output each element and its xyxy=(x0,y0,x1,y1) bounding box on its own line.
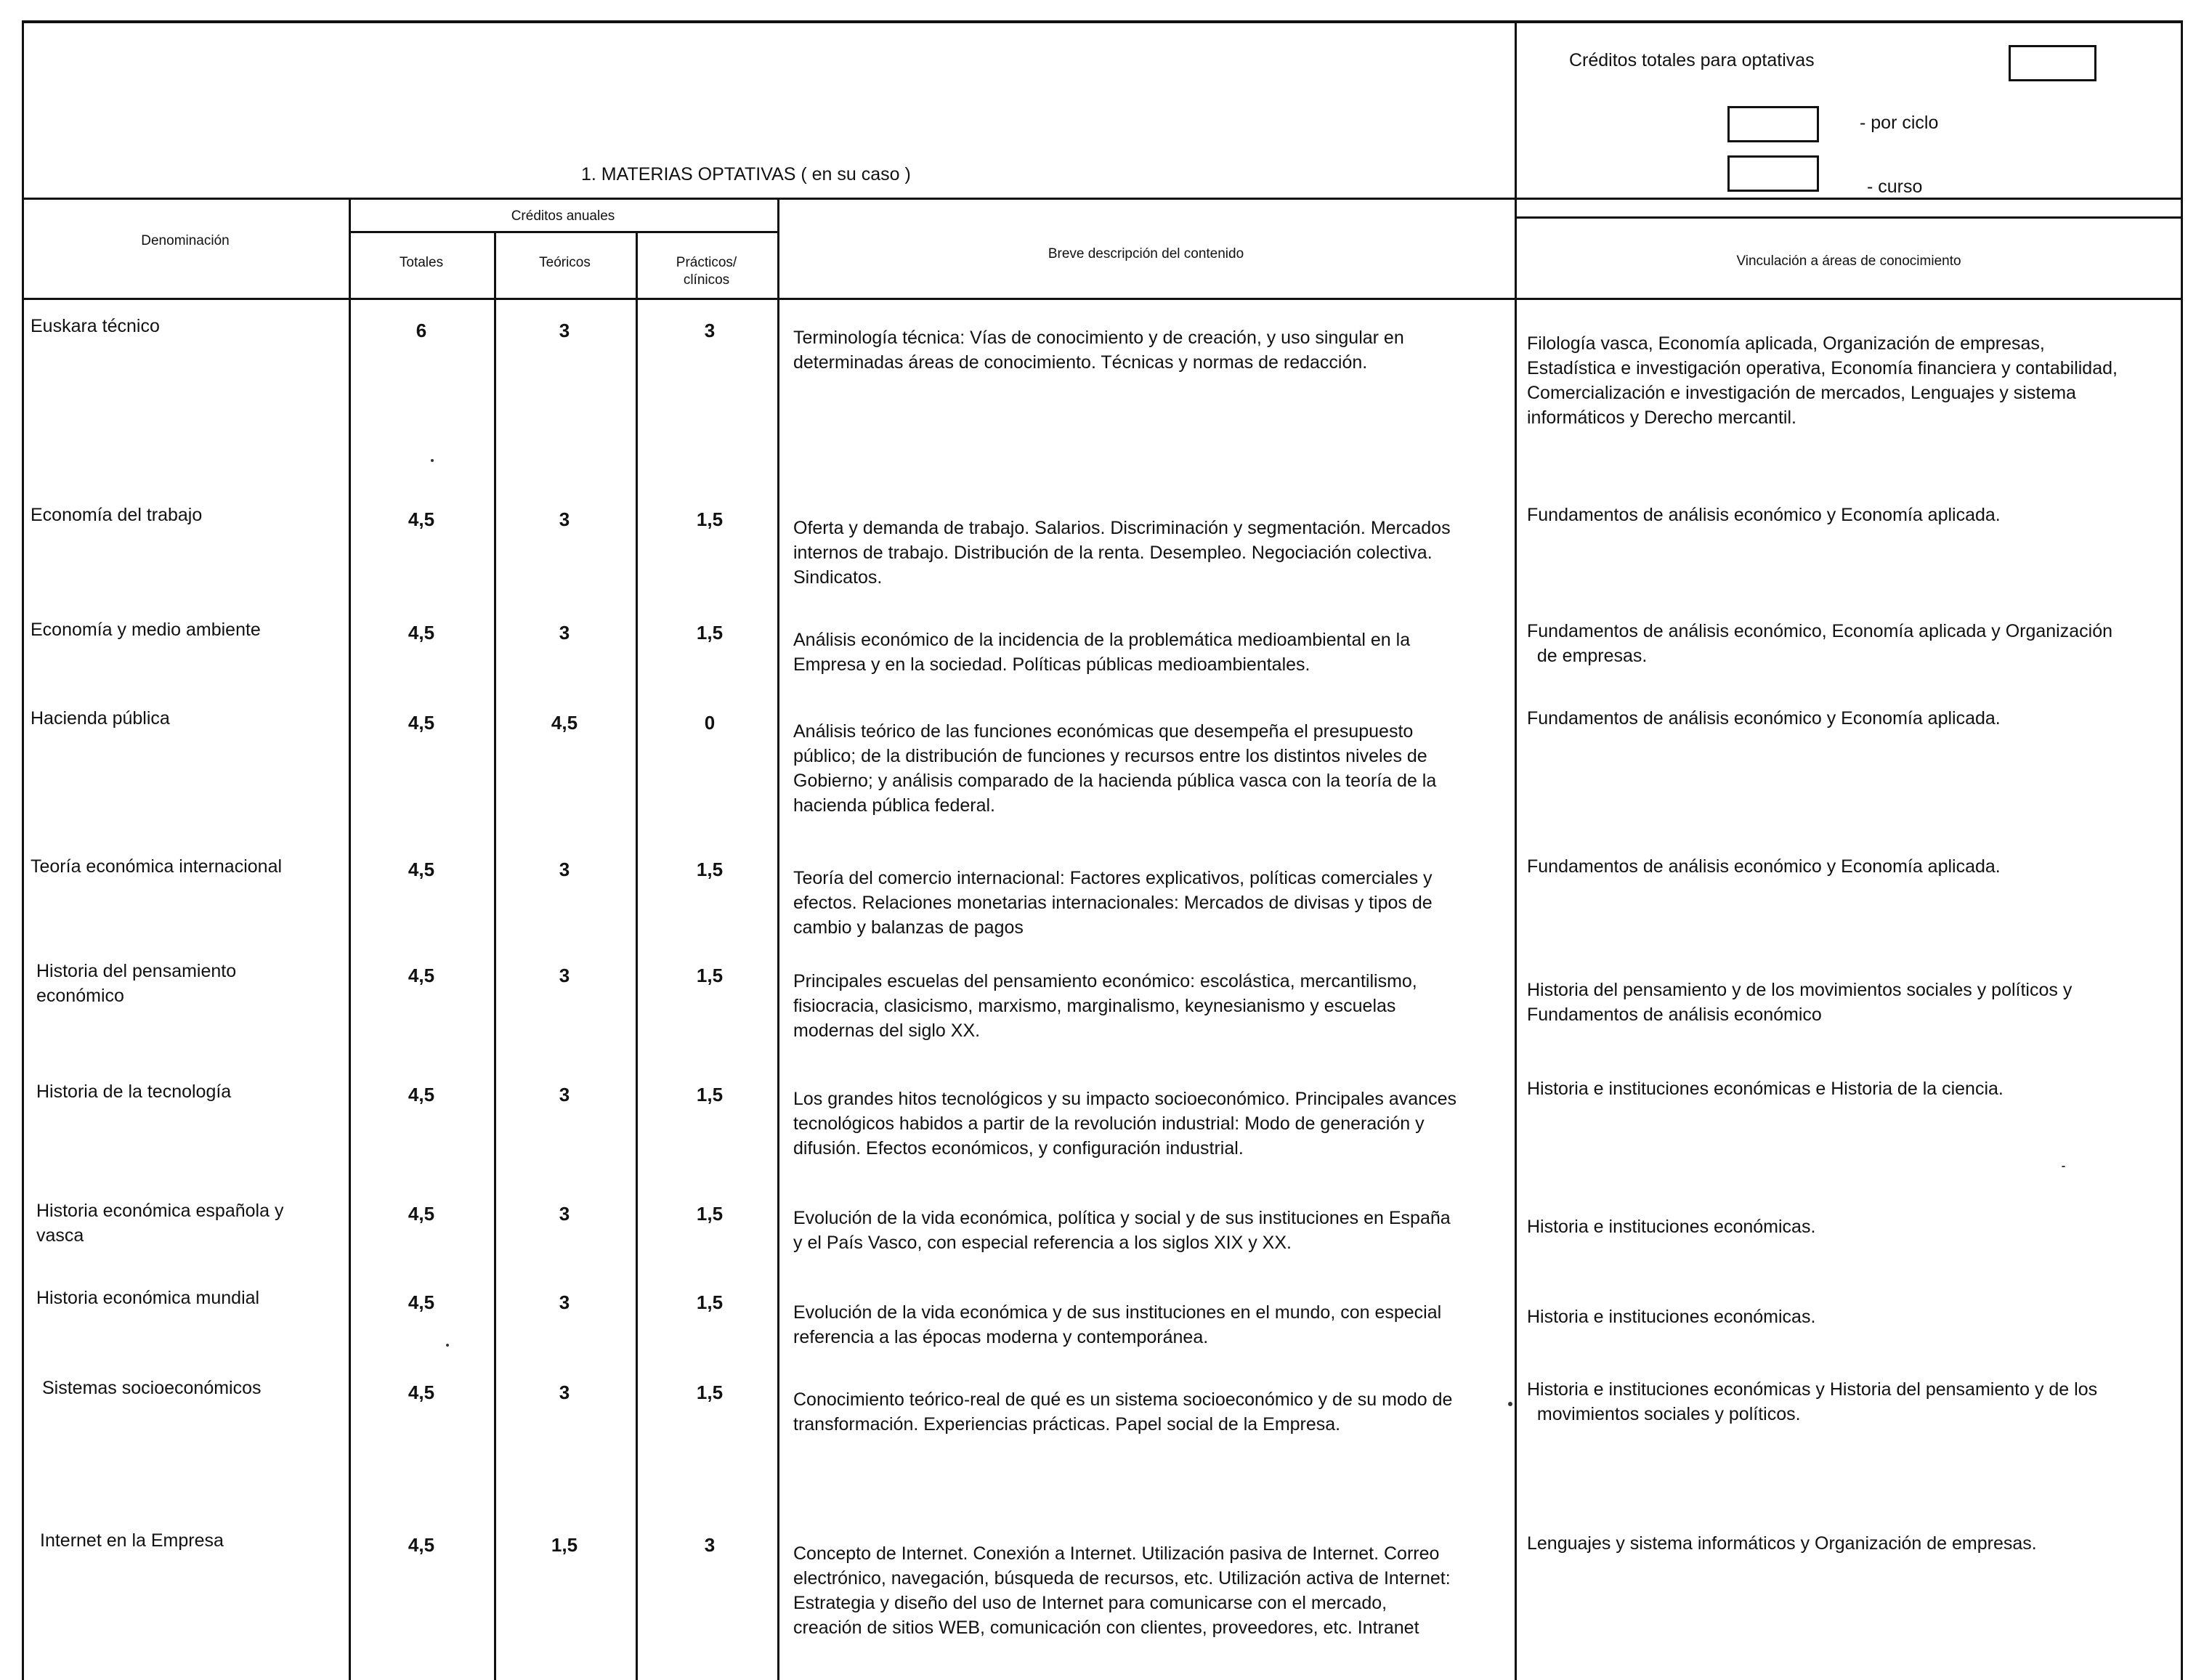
scan-speck xyxy=(431,459,434,462)
col-header-creditos-anuales: Créditos anuales xyxy=(511,208,615,224)
col-line-denominacion xyxy=(349,198,351,1680)
top-border xyxy=(22,20,2183,23)
row-teoricos: 3 xyxy=(559,508,570,530)
row-totales: 4,5 xyxy=(408,1084,435,1105)
creditos-totales-label: Créditos totales para optativas xyxy=(1569,50,1815,70)
row-descripcion: Evolución de la vida económica y de sus instituciones en el mundo, con especial referencia a las épocas moderna y contemporánea. xyxy=(793,1302,1442,1347)
row-practicos: 1,5 xyxy=(696,859,724,880)
row-descripcion: Teoría del comercio internacional: Factores explicativos, políticas comerciales y efectos. Relaciones monetarias internacionales: Mercados de divisas y tipos de cambio y balanzas de pagos xyxy=(793,868,1433,938)
row-name: Teoría económica internacional xyxy=(31,856,283,877)
row-vinculacion: Fundamentos de análisis económico y Economía aplicada. xyxy=(1527,856,2001,877)
row-descripcion: Análisis económico de la incidencia de la problemática medioambiental en la Empresa y en la sociedad. Políticas públicas medioambientales. xyxy=(793,630,1411,675)
header-divider-line xyxy=(22,198,2183,200)
row-vinculacion: Lenguajes y sistema informáticos y Organización de empresas. xyxy=(1527,1533,2037,1554)
row-totales: 6 xyxy=(416,320,427,341)
row-name: Economía y medio ambiente xyxy=(31,620,261,640)
row-practicos: 1,5 xyxy=(696,965,724,986)
row-practicos: 3 xyxy=(704,1534,716,1556)
row-teoricos: 3 xyxy=(559,859,570,880)
col-header-totales: Totales xyxy=(399,255,444,270)
row-descripcion: Análisis teórico de las funciones económicas que desempeña el presupuesto público; de la distribución de funciones y recursos entre los distintos niveles de Gobierno; y análisis comparado de la hacienda pública vasca con la teoría de la hacienda pública federal. xyxy=(793,721,1437,816)
row-name: Historia económica española y vasca xyxy=(36,1201,284,1246)
col-line-practicos xyxy=(777,198,779,1680)
row-name: Historia de la tecnología xyxy=(36,1082,232,1102)
row-vinculacion: Historia e instituciones económicas. xyxy=(1527,1217,1816,1237)
por-ciclo-input[interactable] xyxy=(1727,106,1819,142)
left-border xyxy=(22,20,24,1680)
scan-speck xyxy=(446,1344,449,1347)
row-teoricos: 3 xyxy=(559,1291,570,1313)
col-header-denominacion: Denominación xyxy=(141,233,230,248)
row-totales: 4,5 xyxy=(408,1534,435,1556)
row-name: Historia económica mundial xyxy=(36,1288,260,1308)
row-descripcion: Terminología técnica: Vías de conocimiento y de creación, y uso singular en determinadas áreas de conocimiento. Técnicas y normas de redacción. xyxy=(793,328,1404,373)
row-practicos: 0 xyxy=(704,712,716,734)
row-totales: 4,5 xyxy=(408,1291,435,1313)
scan-speck xyxy=(1508,1402,1512,1406)
row-descripcion: Principales escuelas del pensamiento económico: escolástica, mercantilismo, fisiocracia, clasicismo, marxismo, marginalismo, keynesianismo y escuelas modernas del siglo XX. xyxy=(793,971,1417,1041)
row-totales: 4,5 xyxy=(408,508,435,530)
row-vinculacion: Fundamentos de análisis económico y Economía aplicada. xyxy=(1527,505,2001,525)
row-practicos: 3 xyxy=(704,320,716,341)
creditos-totales-input[interactable] xyxy=(2009,45,2096,81)
row-name: Euskara técnico xyxy=(31,316,160,336)
row-totales: 4,5 xyxy=(408,965,435,986)
col-header-vinculacion: Vinculación a áreas de conocimiento xyxy=(1736,253,1961,269)
row-practicos: 1,5 xyxy=(696,1381,724,1403)
por-ciclo-label: - por ciclo xyxy=(1860,113,1939,133)
row-descripcion: Oferta y demanda de trabajo. Salarios. Discriminación y segmentación. Mercados internos de trabajo. Distribución de la renta. Desempleo. Negociación colectiva. Sindicatos. xyxy=(793,518,1451,588)
row-teoricos: 3 xyxy=(559,320,570,341)
subheader-divider-line xyxy=(349,231,777,233)
col-header-practicos: Prácticos/ clínicos xyxy=(676,255,737,288)
row-vinculacion: Fundamentos de análisis económico y Economía aplicada. xyxy=(1527,708,2001,729)
col-line-totales xyxy=(494,231,496,1680)
row-teoricos: 4,5 xyxy=(551,712,578,734)
row-practicos: 1,5 xyxy=(696,1203,724,1225)
col-header-descripcion: Breve descripción del contenido xyxy=(1048,246,1244,261)
row-practicos: 1,5 xyxy=(696,1084,724,1105)
row-name: Sistemas socioeconómicos xyxy=(42,1378,262,1398)
row-descripcion: Evolución de la vida económica, política y social y de sus instituciones en España y el País Vasco, con especial referencia a los siglos XIX y XX. xyxy=(793,1208,1451,1253)
row-totales: 4,5 xyxy=(408,622,435,644)
row-vinculacion: Historia e instituciones económicas y Historia del pensamiento y de los movimientos sociales y políticos. xyxy=(1527,1379,2098,1424)
col-header-teoricos: Teóricos xyxy=(539,255,591,270)
row-name: Economía del trabajo xyxy=(31,505,203,525)
row-descripcion: Conocimiento teórico-real de qué es un sistema socioeconómico y de su modo de transformación. Experiencias prácticas. Papel social de la Empresa. xyxy=(793,1389,1453,1435)
row-vinculacion: Historia e instituciones económicas. xyxy=(1527,1307,1816,1327)
row-descripcion: Los grandes hitos tecnológicos y su impacto socioeconómico. Principales avances tecnológicos habidos a partir de la revolución industrial: Modo de generación y difusión. Efectos económicos, y configuración industrial. xyxy=(793,1089,1456,1158)
row-vinculacion: Historia del pensamiento y de los movimientos sociales y políticos y Fundamentos de análisis económico xyxy=(1527,980,2073,1025)
curso-input[interactable] xyxy=(1727,155,1819,192)
section-title: 1. MATERIAS OPTATIVAS ( en su caso ) xyxy=(581,164,911,184)
row-name: Internet en la Empresa xyxy=(40,1530,224,1551)
row-vinculacion: Fundamentos de análisis económico, Economía aplicada y Organización de empresas. xyxy=(1527,621,2113,666)
row-vinculacion: Filología vasca, Economía aplicada, Organización de empresas, Estadística e investigación operativa, Economía financiera y contabilidad, Comercialización e investigación de mercados, Lenguajes y sistema informáticos y Derecho mercantil. xyxy=(1527,333,2118,428)
right-header-divider-line xyxy=(1515,216,2183,219)
row-teoricos: 3 xyxy=(559,1203,570,1225)
row-totales: 4,5 xyxy=(408,712,435,734)
curso-label: - curso xyxy=(1867,176,1923,197)
row-practicos: 1,5 xyxy=(696,508,724,530)
row-name: Historia del pensamiento económico xyxy=(36,961,237,1006)
column-header-bottom-line xyxy=(22,298,2183,300)
row-teoricos: 1,5 xyxy=(551,1534,578,1556)
row-teoricos: 3 xyxy=(559,622,570,644)
row-teoricos: 3 xyxy=(559,1381,570,1403)
row-totales: 4,5 xyxy=(408,1203,435,1225)
row-totales: 4,5 xyxy=(408,859,435,880)
row-teoricos: 3 xyxy=(559,965,570,986)
scan-speck xyxy=(2062,1166,2065,1167)
row-descripcion: Concepto de Internet. Conexión a Internet. Utilización pasiva de Internet. Correo electrónico, navegación, búsqueda de recursos, etc. Utilización activa de Internet: Estrategia y diseño del uso de Internet para comunicarse con el mercado, creación de sitios WEB, comunicación con clientes, proveedores, etc. Intranet xyxy=(793,1543,1451,1638)
row-practicos: 1,5 xyxy=(696,1291,724,1313)
col-line-teoricos xyxy=(636,231,638,1680)
row-totales: 4,5 xyxy=(408,1381,435,1403)
row-vinculacion: Historia e instituciones económicas e Historia de la ciencia. xyxy=(1527,1079,2003,1099)
row-name: Hacienda pública xyxy=(31,708,170,729)
row-teoricos: 3 xyxy=(559,1084,570,1105)
row-practicos: 1,5 xyxy=(696,622,724,644)
